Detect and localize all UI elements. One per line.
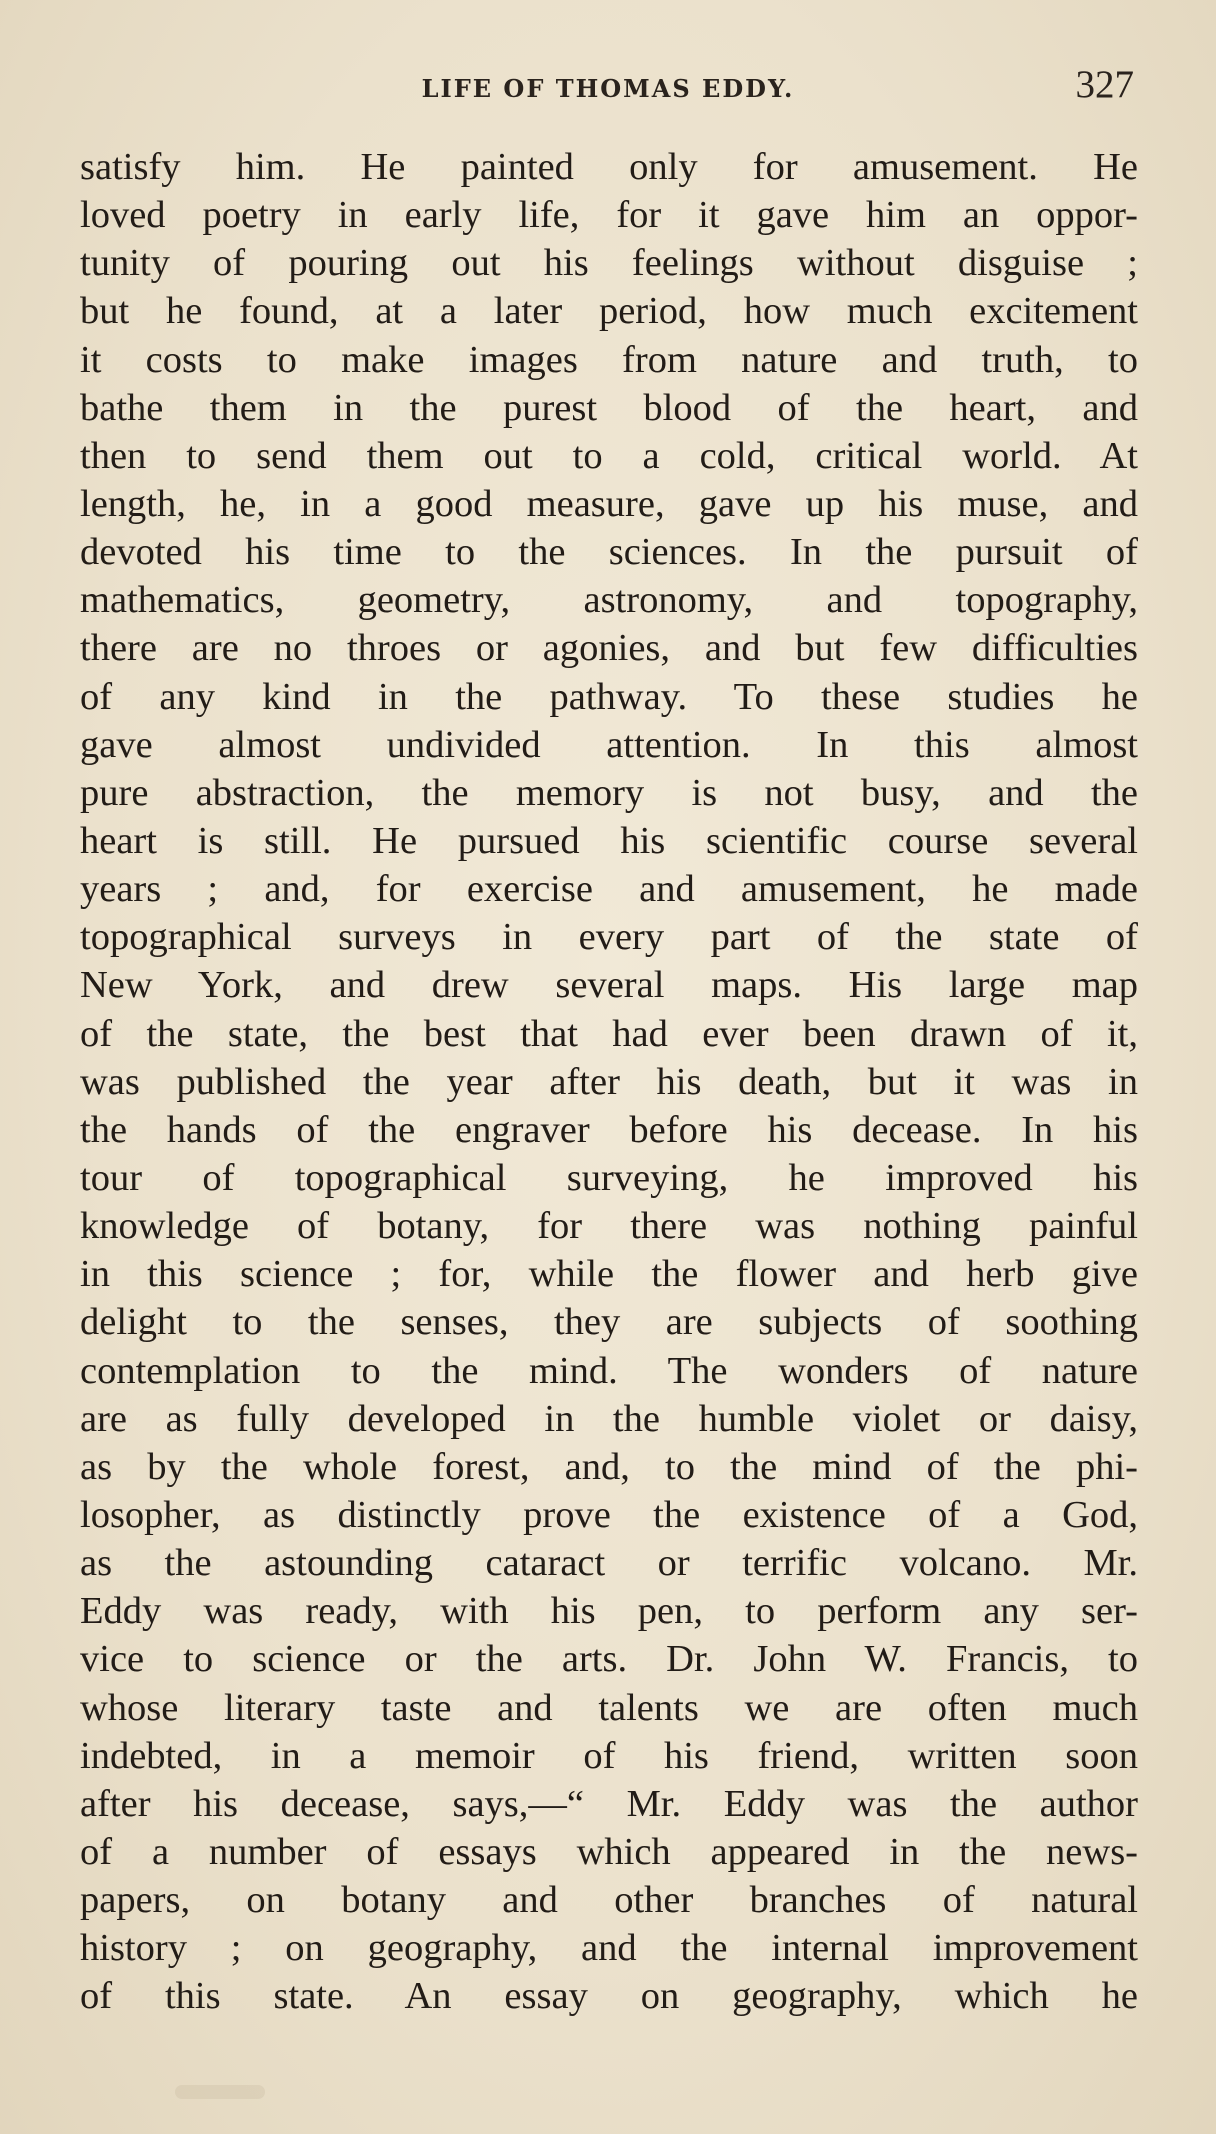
text-line: topographical surveys in every part of the state of <box>80 916 1138 959</box>
text-line: mathematics, geometry, astronomy, and topography, <box>80 579 1138 622</box>
text-line: tunity of pouring out his feelings without disguise ; <box>80 242 1138 285</box>
text-line: contemplation to the mind. The wonders of nature <box>80 1349 1138 1392</box>
text-line: vice to science or the arts. Dr. John W. Francis, to <box>80 1638 1138 1681</box>
text-line: devoted his time to the sciences. In the pursuit of <box>80 531 1138 574</box>
text-line: was published the year after his death, but it was in <box>80 1060 1138 1103</box>
text-line: tour of topographical surveying, he improved his <box>80 1156 1138 1199</box>
text-line: then to send them out to a cold, critical world. At <box>80 434 1138 477</box>
text-line: of this state. An essay on geography, which he <box>80 1975 1138 2018</box>
text-line: as by the whole forest, and, to the mind of the phi- <box>80 1445 1138 1488</box>
text-line: length, he, in a good measure, gave up his muse, and <box>80 482 1138 525</box>
text-line: indebted, in a memoir of his friend, written soon <box>80 1734 1138 1777</box>
text-line: as the astounding cataract or terrific volcano. Mr. <box>80 1542 1138 1585</box>
text-line: whose literary taste and talents we are often much <box>80 1686 1138 1729</box>
text-line: Eddy was ready, with his pen, to perform any ser- <box>80 1590 1138 1633</box>
text-line: years ; and, for exercise and amusement, he made <box>80 868 1138 911</box>
text-line: delight to the senses, they are subjects of soothing <box>80 1301 1138 1344</box>
text-line: of a number of essays which appeared in the news- <box>80 1830 1138 1873</box>
text-line: but he found, at a later period, how much excitement <box>80 290 1138 333</box>
text-line: of the state, the best that had ever been drawn of it, <box>80 1012 1138 1055</box>
text-line: there are no throes or agonies, and but few difficulties <box>80 627 1138 670</box>
text-line: losopher, as distinctly prove the existence of a God, <box>80 1493 1138 1536</box>
text-line: loved poetry in early life, for it gave him an oppor- <box>80 194 1138 237</box>
text-line: it costs to make images from nature and truth, to <box>80 338 1138 381</box>
page-number: 327 <box>1075 63 1134 106</box>
text-line: gave almost undivided attention. In this almost <box>80 723 1138 766</box>
text-line: are as fully developed in the humble violet or daisy, <box>80 1397 1138 1440</box>
text-line: after his decease, says,—“ Mr. Eddy was the author <box>80 1782 1138 1825</box>
paper-smudge <box>175 2085 265 2099</box>
body-text <box>80 143 1138 2020</box>
text-line: heart is still. He pursued his scientific course several <box>80 819 1138 862</box>
text-line: the hands of the engraver before his decease. In his <box>80 1108 1138 1151</box>
text-line: pure abstraction, the memory is not busy, and the <box>80 771 1138 814</box>
text-line: of any kind in the pathway. To these studies he <box>80 675 1138 718</box>
text-line: in this science ; for, while the flower and herb give <box>80 1253 1138 1296</box>
text-line: satisfy him. He painted only for amusement. He <box>80 146 1138 188</box>
text-line: New York, and drew several maps. His large map <box>80 964 1138 1007</box>
text-line: bathe them in the purest blood of the heart, and <box>80 386 1138 429</box>
running-head <box>82 62 1134 112</box>
running-title: LIFE OF THOMAS EDDY. <box>421 74 795 103</box>
text-line: knowledge of botany, for there was nothing painful <box>80 1205 1138 1248</box>
text-line: papers, on botany and other branches of natural <box>80 1879 1138 1922</box>
text-line: history ; on geography, and the internal improvement <box>80 1927 1138 1970</box>
